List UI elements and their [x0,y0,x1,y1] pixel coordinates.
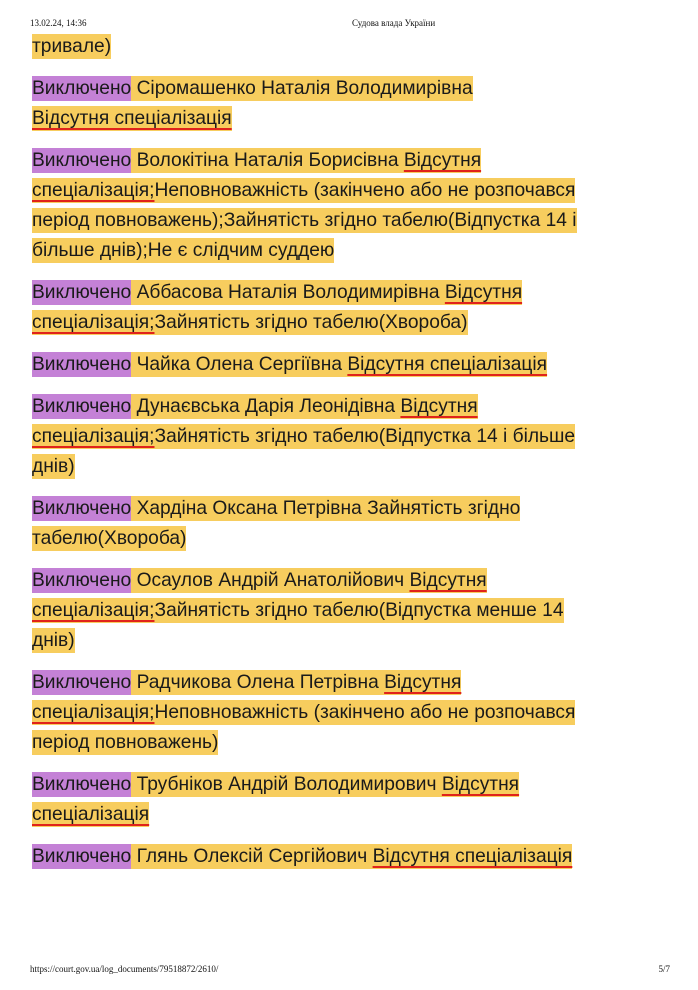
status-tag: Виключено [32,78,132,99]
status-tag: Виключено [32,354,132,375]
judge-name: Глянь Олексій Сергійович [136,846,368,867]
judge-name: Осаулов Андрій Анатолійович [136,570,405,591]
reason-text: Зайнятість згідно табелю(Хвороба) [32,498,521,549]
entry-10 [32,842,592,872]
specialization-text: Відсутня спеціалізація; [32,282,523,333]
continuation-text: тривале) [32,36,112,57]
specialization-text: Відсутня спеціалізація [32,108,232,129]
status-tag: Виключено [32,570,132,591]
entry-8 [32,668,592,758]
entry-7 [32,566,592,656]
entry-2 [32,146,592,266]
reason-text: Зайнятість згідно табелю(Хвороба) [154,312,468,333]
judge-name: Сіромашенко Наталія Володимирівна [136,78,473,99]
reason-text: Неповноважність (закінчено або не розпочався період повноважень);Зайнятість згідно табелю(Відпустка 14 і більше днів);Не є слідчим суддею [32,180,577,261]
status-tag: Виключено [32,282,132,303]
judge-name: Чайка Олена Сергіївна [136,354,343,375]
entry-6 [32,494,592,554]
reason-text: Неповноважність (закінчено або не розпочався період повноважень) [32,702,576,753]
status-tag: Виключено [32,396,132,417]
judge-name: Трубніков Андрій Володимирович [136,774,437,795]
document-body [32,32,592,884]
specialization-text: Відсутня спеціалізація; [32,672,462,723]
status-tag: Виключено [32,774,132,795]
status-tag: Виключено [32,150,132,171]
status-tag: Виключено [32,846,132,867]
reason-text: Зайнятість згідно табелю(Відпустка 14 і більше днів) [32,426,576,477]
page-footer [30,964,670,976]
page-number: 5/7 [658,964,670,974]
specialization-text: Відсутня спеціалізація; [32,150,482,201]
specialization-text: Відсутня спеціалізація [347,354,548,375]
site-title: Судова влада України [352,18,436,28]
print-datetime: 13.02.24, 14:36 [30,18,87,28]
continuation-paragraph [32,32,592,62]
judge-name: Аббасова Наталія Володимирівна [136,282,440,303]
page-header [30,18,670,30]
status-tag: Виключено [32,672,132,693]
status-tag: Виключено [32,498,132,519]
specialization-text: Відсутня спеціалізація; [32,570,487,621]
entry-9 [32,770,592,830]
judge-name: Радчикова Олена Петрівна [136,672,379,693]
document-url: https://court.gov.ua/log_documents/79518872/2610/ [30,964,219,974]
reason-text: Зайнятість згідно табелю(Відпустка менше 14 днів) [32,600,564,651]
specialization-text: Відсутня спеціалізація; [32,396,478,447]
judge-name: Волокітіна Наталія Борисівна [136,150,399,171]
entry-1 [32,74,592,134]
specialization-text: Відсутня спеціалізація [372,846,573,867]
specialization-text: Відсутня спеціалізація [32,774,520,825]
entry-4 [32,350,592,380]
judge-name: Дунаєвська Дарія Леонідівна [136,396,396,417]
entry-3 [32,278,592,338]
entry-5 [32,392,592,482]
judge-name: Хардіна Оксана Петрівна [136,498,362,519]
